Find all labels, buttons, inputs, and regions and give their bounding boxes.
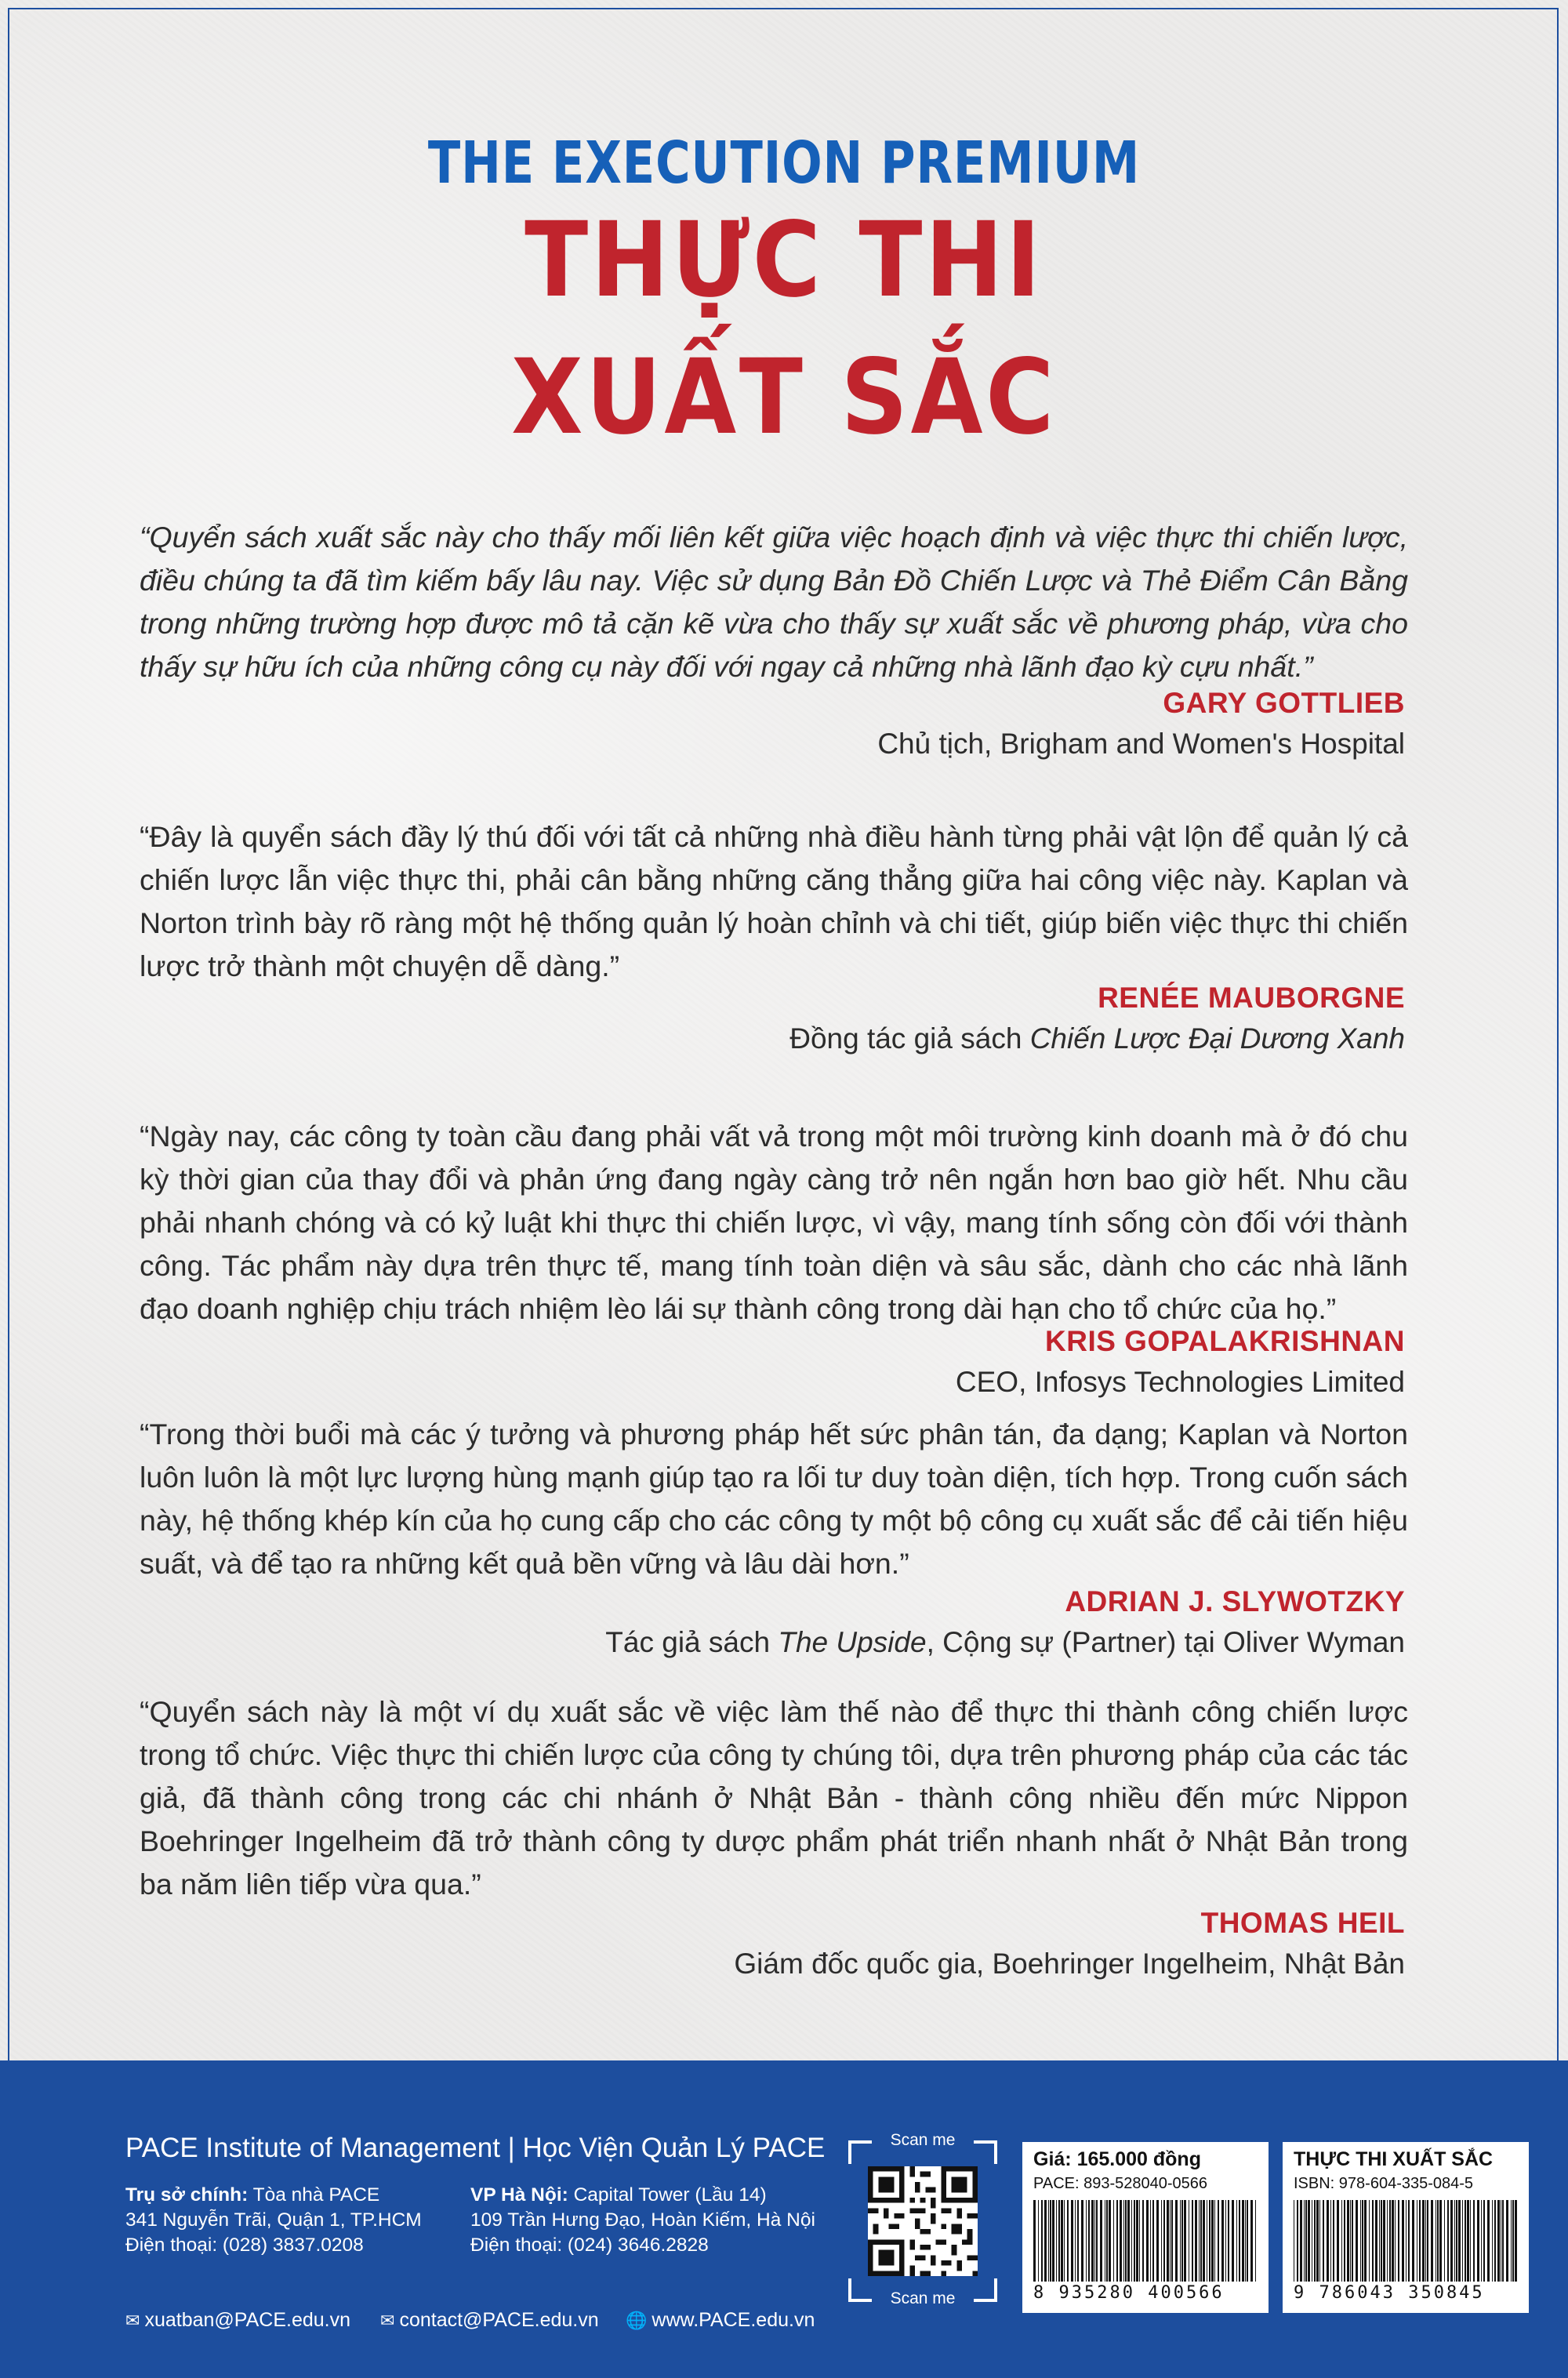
isbn-barcode-label — [1283, 2142, 1529, 2313]
scan-me-label-top: Scan me — [890, 2131, 956, 2149]
testimonial-author-role: Tác giả sách The Upside, Cộng sự (Partner) tại Oliver Wyman — [605, 1626, 1405, 1658]
testimonial-author: RENÉE MAUBORGNE — [1098, 982, 1405, 1014]
testimonial-author: GARY GOTTLIEB — [1163, 687, 1405, 719]
testimonial-quote: “Trong thời buổi mà các ý tưởng và phương pháp hết sức phân tán, đa dạng; Kaplan và Norton luôn luôn là một lực lượng hùng mạnh giúp tạo ra lối tư duy toàn diện, tích hợp. Trong cuốn sách này, hệ thống khép kín của họ cung cấp cho các công ty một bộ công cụ xuất sắc để cải tiến hiệu suất, và để tạo ra những kết quả bền vững và lâu dài hơn.” — [140, 1418, 1408, 1580]
testimonial-author: KRIS GOPALAKRISHNAN — [1045, 1325, 1405, 1357]
testimonial-author-role: Giám đốc quốc gia, Boehringer Ingelheim, Nhật Bản — [734, 1948, 1405, 1980]
scan-me-label-bottom: Scan me — [890, 2289, 956, 2307]
testimonial-quote: “Ngày nay, các công ty toàn cầu đang phải vất vả trong một môi trường kinh doanh mà ở đó chu kỳ thời gian của thay đổi và phản ứng đang ngày càng trở nên ngắn hơn bao giờ hết. Nhu cầu phải nhanh chóng và có kỷ luật khi thực thi chiến lược, vì vậy, mang tính sống còn đối với thành công. Tác phẩm này dựa trên thực tế, mang tính toàn diện và sâu sắc, dành cho các nhà lãnh đạo doanh nghiệp chịu trách nhiệm lèo lái sự thành công trong dài hạn cho tổ chức của họ.” — [140, 1120, 1408, 1325]
testimonial-author: ADRIAN J. SLYWOTZKY — [1065, 1585, 1405, 1617]
qr-code-block[interactable] — [848, 2131, 997, 2311]
isbn-barcode-digits: 9 786043 350845 — [1294, 2283, 1485, 2303]
isbn-number: ISBN: 978-604-335-084-5 — [1294, 2175, 1474, 2192]
testimonial-author-role: CEO, Infosys Technologies Limited — [955, 1366, 1405, 1398]
publisher-name: PACE Institute of Management | Học Viện Quản Lý PACE — [125, 2133, 826, 2163]
isbn-barcode — [1294, 2200, 1518, 2282]
book-title-line-2: XUẤT SẮC — [511, 337, 1057, 458]
hanoi-office-address: VP Hà Nội: Capital Tower (Lầu 14) 109 Trần Hưng Đạo, Hoàn Kiếm, Hà Nội Điện thoại: (024) 3646.2828 — [470, 2184, 815, 2256]
price-barcode-label — [1022, 2142, 1269, 2313]
mail-icon: ✉ — [125, 2311, 140, 2330]
head-office-address: Trụ sở chính: Tòa nhà PACE 341 Nguyễn Trãi, Quận 1, TP.HCM Điện thoại: (028) 3837.0208 — [125, 2184, 422, 2256]
website-link[interactable]: 🌐 www.PACE.edu.vn — [626, 2309, 815, 2331]
testimonial-author: THOMAS HEIL — [1200, 1907, 1405, 1939]
testimonial-author-role: Đồng tác giả sách Chiến Lược Đại Dương Xanh — [789, 1022, 1405, 1055]
price-label: Giá: 165.000 đồng — [1033, 2148, 1201, 2170]
price-barcode-digits: 8 935280 400566 — [1033, 2283, 1225, 2303]
globe-icon: 🌐 — [626, 2311, 648, 2330]
testimonial-author-role: Chủ tịch, Brigham and Women's Hospital — [877, 728, 1405, 760]
publisher-footer — [0, 2060, 1568, 2378]
book-title-label: THỰC THI XUẤT SẮC — [1294, 2148, 1494, 2170]
mail-icon: ✉ — [380, 2311, 395, 2330]
book-title-line-1: THỰC THI — [524, 200, 1044, 321]
email-contact-general[interactable]: ✉ contact@PACE.edu.vn — [380, 2309, 599, 2331]
qr-code — [868, 2166, 978, 2276]
email-contact-publishing[interactable]: ✉ xuatban@PACE.edu.vn — [125, 2309, 351, 2331]
pace-code: PACE: 893-528040-0566 — [1033, 2175, 1208, 2192]
testimonial-quote: “Đây là quyển sách đầy lý thú đối với tất cả những nhà điều hành từng phải vật lộn để quản lý cả chiến lược lẫn việc thực thi, phải cân bằng những căng thẳng giữa hai công việc này. Kaplan và Norton trình bày rõ ràng một hệ thống quản lý hoàn chỉnh và chi tiết, giúp biến việc thực thi chiến lược trở thành một chuyện dễ dàng.” — [140, 820, 1408, 982]
testimonial-quote: “Quyển sách xuất sắc này cho thấy mối liên kết giữa việc hoạch định và việc thực thi chiến lược, điều chúng ta đã tìm kiếm bấy lâu nay. Việc sử dụng Bản Đồ Chiến Lược và Thẻ Điểm Cân Bằng trong những trường hợp được mô tả cặn kẽ vừa cho thấy sự xuất sắc về phương pháp, vừa cho thấy sự hữu ích của những công cụ này đối với ngay cả những nhà lãnh đạo kỳ cựu nhất.” — [140, 521, 1408, 683]
price-barcode — [1033, 2200, 1258, 2282]
testimonial-quote: “Quyển sách này là một ví dụ xuất sắc về việc làm thế nào để thực thi thành công chiến lược trong tổ chức. Việc thực thi chiến lược của công ty chúng tôi, dựa trên phương pháp của các tác giả, đã thành công trong các chi nhánh ở Nhật Bản - thành công nhiều đến mức Nippon Boehringer Ingelheim đã trở thành công ty dược phẩm phát triển nhanh nhất ở Nhật Bản trong ba năm liên tiếp vừa qua.” — [140, 1695, 1408, 1901]
book-subtitle: THE EXECUTION PREMIUM — [427, 129, 1141, 197]
